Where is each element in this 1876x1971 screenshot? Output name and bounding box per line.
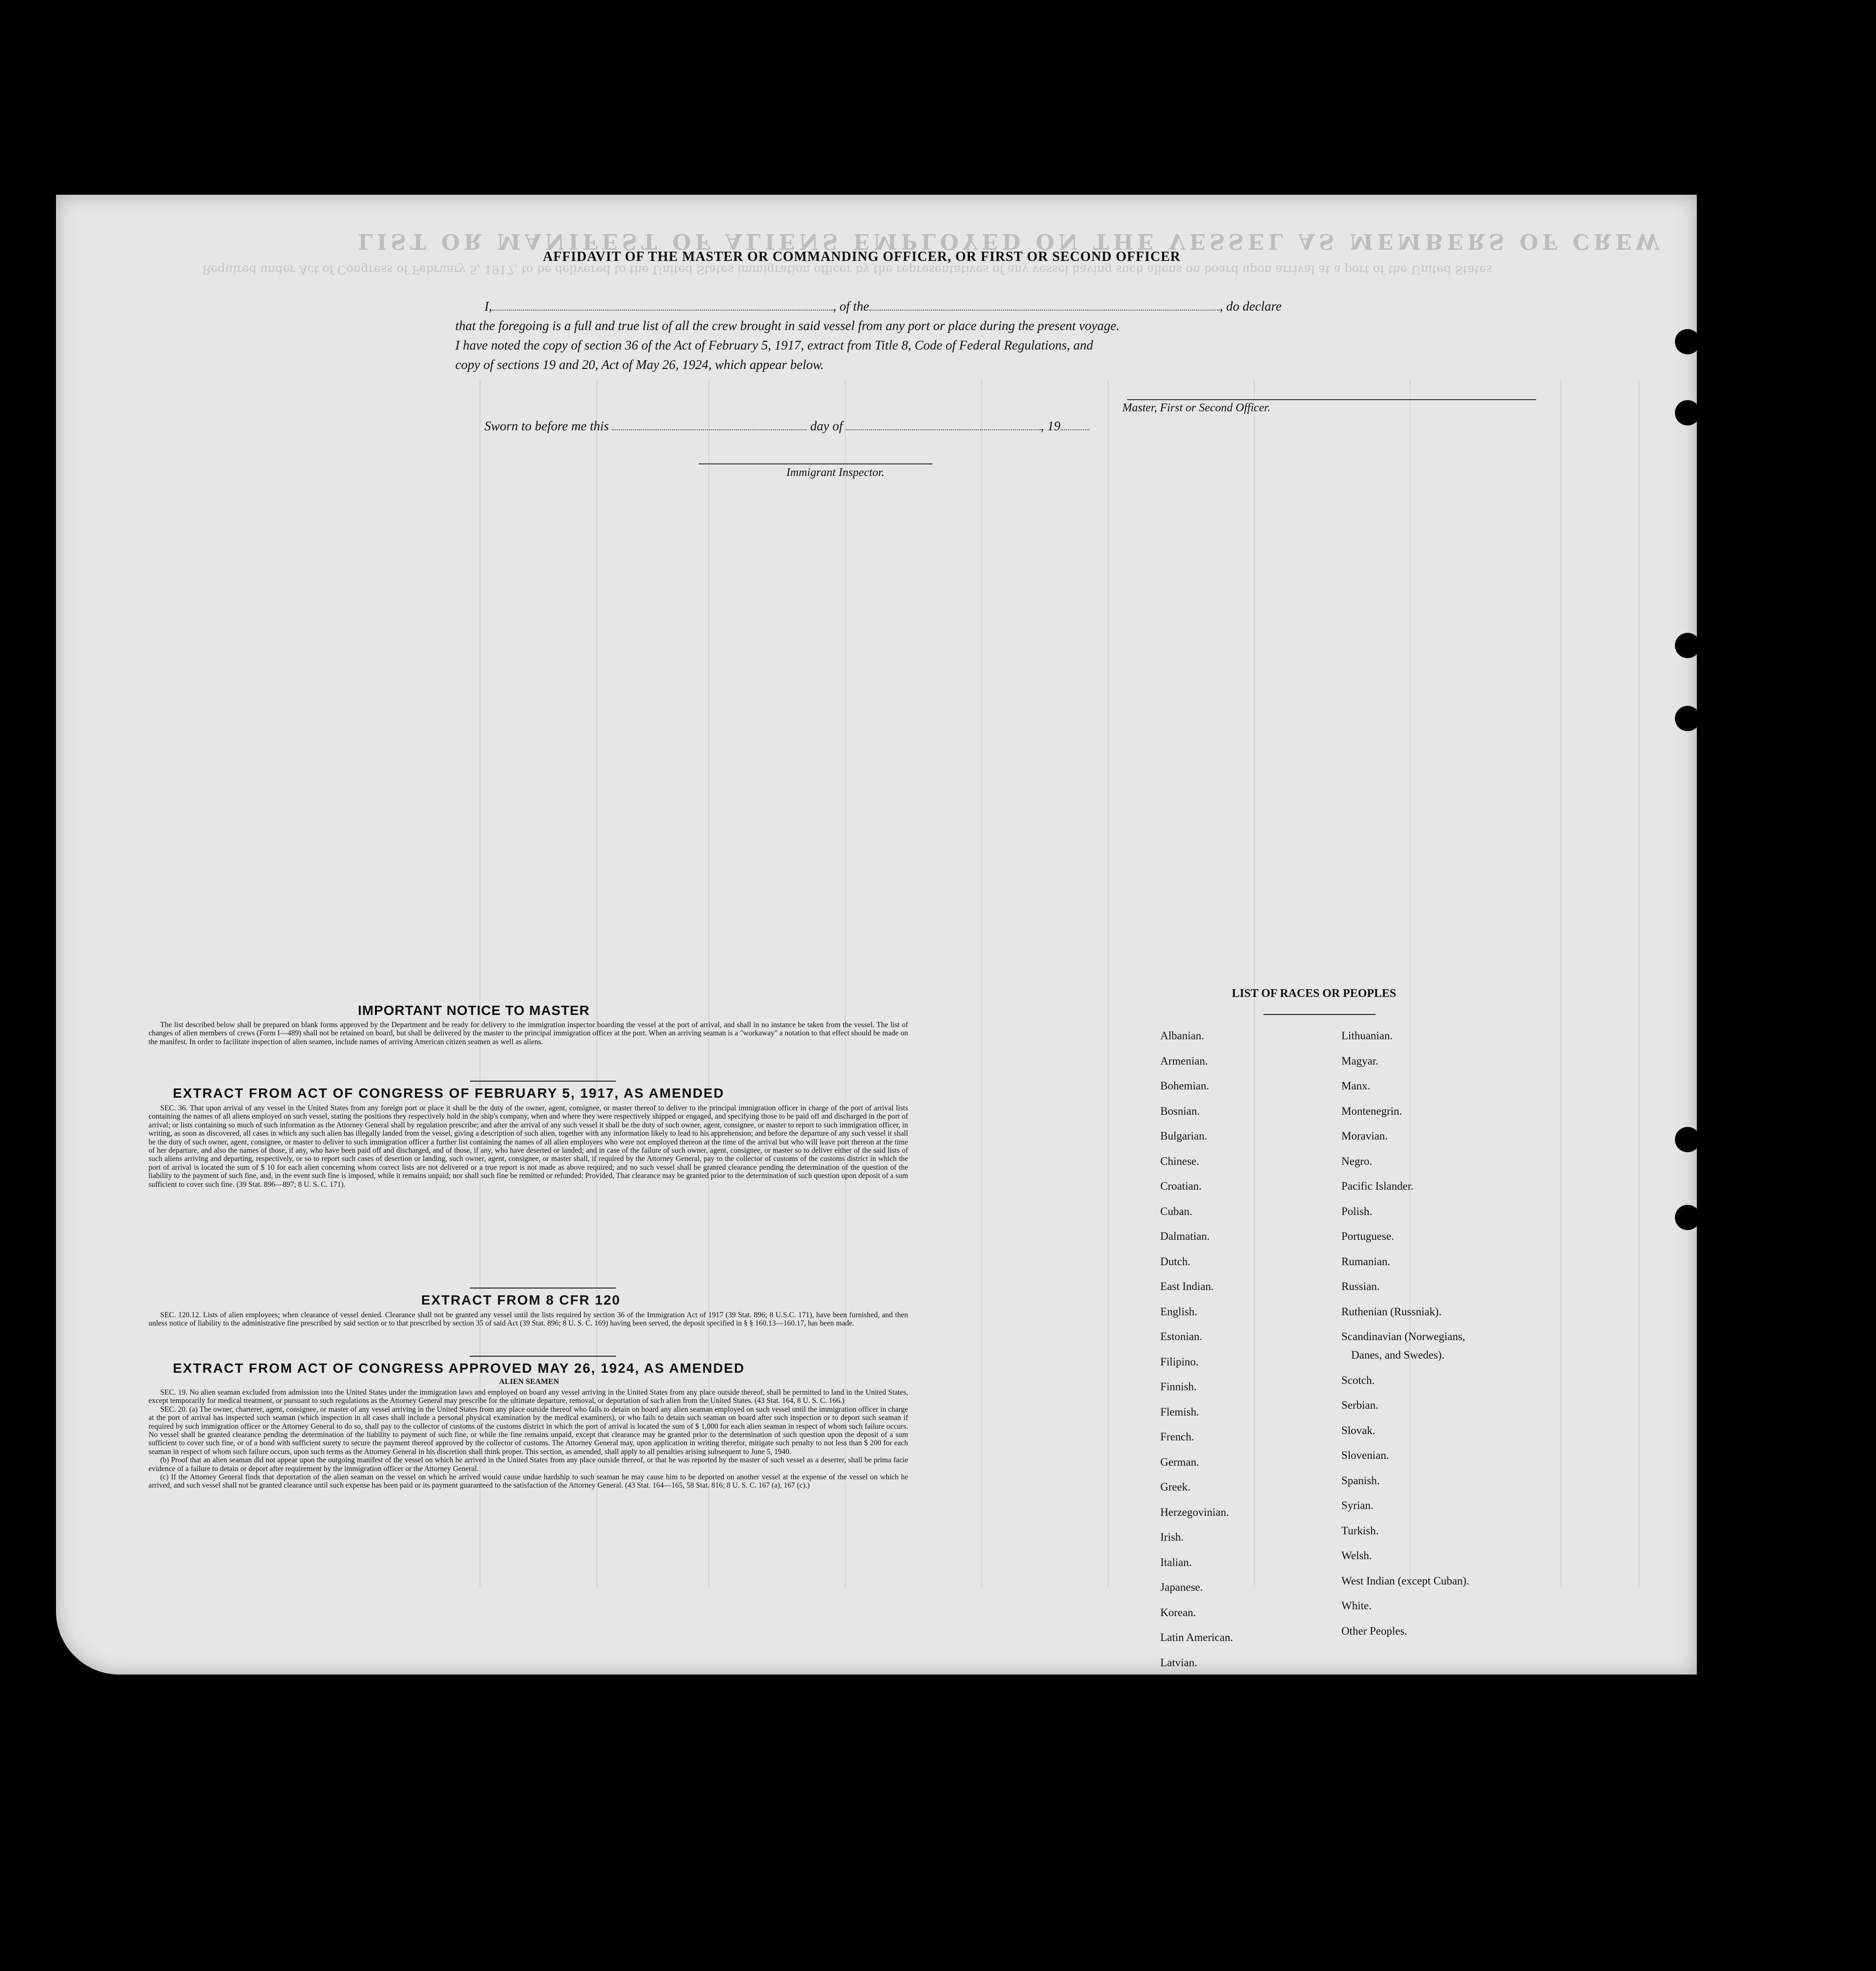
alien-seamen-subtitle: ALIEN SEAMEN [499,1378,559,1386]
extract-1917-text [149,1104,908,1189]
affidavit-declaration-line [484,299,1282,314]
race-item: Slovak. [1341,1424,1375,1437]
race-item: Irish. [1160,1531,1184,1543]
race-item: Magyar. [1341,1054,1379,1067]
manifest-page [56,195,1697,1675]
faint-column-rule [1108,380,1109,1587]
notice-paragraph: The list described below shall be prepared on blank forms approved by the Department and be ready for delivery to the immigration inspector boarding the vessel at the port of arrival, and shall in no instance be taken from the vessel. The list of changes of alien members of crews (Form I—489) shall not be retained on board, but shall be delivered by the master to the principal immigration officer at the port. When an arriving seaman is a "workaway" a notation to that effect should be made on the manifest. In order to facilitate inspection of alien seamen, include names of arriving American citizen seamen as well as aliens. [149,1021,908,1046]
race-item: Turkish. [1341,1524,1379,1537]
sec120-paragraph: SEC. 120.12. Lists of alien employees; when clearance of vessel denied. Clearance shall not be granted any vessel until the lists required by section 36 of the Immigration Act of 1917 (39 Stat. 896; 8 U.S.C. 171), have been furnished, and then unless notice of liability to the administrative fine prescribed by said section or to that prescribed by section 35 of said Act (39 Stat. 896; 8 U. S. C. 169) having been served, the deposit specified in § § 160.13—160.17, has been made. [149,1311,908,1328]
vessel-blank [869,309,1220,311]
race-item: Welsh. [1341,1549,1372,1562]
binder-hole [1675,706,1700,731]
race-item: Russian. [1341,1280,1380,1292]
notice-text [149,1021,908,1046]
race-item: Manx. [1341,1080,1371,1092]
race-item: Lithuanian. [1341,1030,1393,1042]
binder-hole [1675,329,1700,354]
extract-1917-title: EXTRACT FROM ACT OF CONGRESS OF FEBRUARY 5, 1917, AS AMENDED [173,1086,724,1101]
race-item: Montenegrin. [1341,1105,1402,1117]
race-item: Negro. [1341,1155,1373,1167]
race-item: Finnish. [1160,1381,1197,1393]
race-item: Bosnian. [1160,1105,1200,1117]
master-signature-line [1127,399,1536,400]
year-blank [1060,429,1090,430]
race-item: Pacific Islander. [1341,1180,1414,1192]
race-item: Chinese. [1160,1155,1199,1167]
master-label: Master, First or Second Officer. [1122,402,1270,414]
inspector-label: Immigrant Inspector. [786,466,885,479]
sec20c-paragraph: (c) If the Attorney General finds that deportation of the alien seaman on the vessel on which he arrived would cause undue hardship to such seaman he may cause him to be deported on another vessel at the expense of the vessel on which he arrived, and such vessel shall not be granted clearance until such expense has been paid or its payment guaranteed to the satisfaction of the Attorney General. (43 Stat. 164—165, 58 Stat. 816; 8 U. S. C. 167 (a), 167 (c).) [149,1473,908,1490]
race-item: Filipino. [1160,1355,1199,1368]
name-blank [492,309,833,311]
race-item: Bohemian. [1160,1080,1209,1092]
race-item: Moravian. [1341,1130,1388,1142]
faint-column-rule [1410,380,1411,1587]
race-item: Dutch. [1160,1255,1190,1268]
extract-1924-text [149,1388,908,1490]
faint-column-rule [1254,380,1255,1587]
races-title: LIST OF RACES OR PEOPLES [1232,987,1396,1000]
faint-column-rule [1560,380,1561,1587]
race-item: Dalmatian. [1160,1230,1210,1242]
race-item: White. [1341,1600,1372,1612]
extract-1924-title: EXTRACT FROM ACT OF CONGRESS APPROVED MAY 26, 1924, AS AMENDED [173,1361,745,1376]
sworn-year: , 19 [1040,419,1060,433]
binder-hole [1675,400,1700,425]
race-item: Scandinavian (Norwegians, [1341,1330,1466,1343]
race-item: Portuguese. [1341,1230,1394,1242]
races-divider [1263,1014,1375,1015]
sec19-paragraph: SEC. 19. No alien seaman excluded from admission into the United States under the immigration laws and employed on board any vessel arriving in the United States from any place outside thereof, shall be permitted to land in the United States, except temporarily for medical treatment, or pursuant to such regulations as the Attorney General may prescribe for the ultimate departure, removal, or deportation of such alien from the United States. (43 Stat. 164, 8 U. S. C. 166.) [149,1388,908,1405]
inspector-signature-line [699,463,932,464]
binder-hole [1675,1127,1700,1152]
bleed-through-text: Required under Act of Congress of February 5, 1917, to be delivered to the United States immigration officer by the representatives of any vessel having such aliens on board upon arrival at a port of the United States [202,263,1492,276]
race-item: Ruthenian (Russniak). [1341,1305,1442,1318]
race-item: East Indian. [1160,1280,1214,1292]
sworn-day: day of [810,419,843,433]
affidavit-title: AFFIDAVIT OF THE MASTER OR COMMANDING OFFICER, OR FIRST OR SECOND OFFICER [543,249,1181,264]
race-item: Rumanian. [1341,1255,1391,1268]
race-item: Scotch. [1341,1374,1375,1386]
sec36-paragraph: SEC. 36. That upon arrival of any vessel in the United States from any foreign port or place it shall be the duty of the owner, agent, consignee, or master thereof to deliver to the principal immigration officer in charge of the port of arrival lists containing the names of all aliens employed on such vessel, stating the positions they respectively hold in the ship's company, when and where they were respectively shipped or engaged, and specifying those to be paid off and discharged in the port of arrival; or lists containing so much of such information as the Attorney General shall by regulation prescribe; and after the arrival of any such vessel it shall be the duty of such owner, agent, consignee, or master to report to such immigration officer, in writing, as soon as discovered, all cases in which any such alien has illegally landed from the vessel, giving a description of such alien, together with any information likely to lead to his apprehension; and before the departure of any such vessel it shall be the duty of such owner, agent, consignee, or master to deliver to such immigration officer a further list containing the names of all alien employees who were not employed thereon at the time of the arrival but who will leave port thereon at the time of her departure, and also the names of those, if any, who have been paid off and discharged, and of those, if any, who have deserted or landed; and in case of the failure of such owner, agent, consignee, or master so to deliver either of the said lists of such aliens arriving and departing, respectively, or so to report such cases of desertion or landing, such owner, agent, consignee, or master shall, if required by the Attorney General, pay to the collector of customs of the customs district in which the port of arrival is located the sum of $ 10 for each alien concerning whom correct lists are not delivered or a true report is not made as above required; and no such vessel shall be granted clearance pending the determination of the question of the liability to the payment of such fine, and, in the event such fine is imposed, while it remains unpaid; nor shall such fine be remitted or refunded: Provided, That clearance may be granted prior to the determination of such question upon deposit of a sum sufficient to cover such fine. (39 Stat. 896—897; 8 U. S. C. 171). [149,1104,908,1189]
race-item: Croatian. [1160,1180,1202,1192]
race-item: Latvian. [1160,1656,1197,1669]
affidavit-line1-start: I, [484,299,492,313]
month-blank [846,429,1041,430]
bleed-through-title: LIST OR MANIFEST OF ALIENS EMPLOYED ON THE VESSEL AS MEMBERS OF CREW [358,229,1664,254]
divider [470,1356,616,1357]
race-item: Slovenian. [1341,1449,1389,1461]
race-item: Armenian. [1160,1054,1208,1067]
race-item: Flemish. [1160,1405,1199,1418]
sec20b-paragraph: (b) Proof that an alien seaman did not appear upon the outgoing manifest of the vessel on which he arrived in the United States from any place outside thereof, or that he was reported by the master of such vessel as a deserter, shall be prima facie evidence of a failure to detain or deport after requirement by the immigration officer or the Attorney General. [149,1456,908,1473]
race-item: Herzegovinian. [1160,1506,1229,1518]
divider [470,1081,616,1082]
race-item: English. [1160,1305,1198,1318]
extract-cfr-title: EXTRACT FROM 8 CFR 120 [421,1292,621,1308]
race-item: Polish. [1341,1205,1373,1217]
race-item: Syrian. [1341,1499,1374,1511]
sworn-line [484,419,1090,434]
race-item: Spanish. [1341,1474,1380,1487]
binder-hole [1675,1205,1700,1230]
affidavit-line4: copy of sections 19 and 20, Act of May 26, 1924, which appear below. [455,357,824,372]
race-item: Danes, and Swedes). [1351,1349,1445,1361]
race-item: Other Peoples. [1341,1624,1408,1637]
race-item: Greek. [1160,1481,1190,1493]
sworn-start: Sworn to before me this [484,419,609,433]
race-item: Albanian. [1160,1030,1205,1042]
affidavit-line1-mid: , of the [833,299,869,313]
affidavit-line1-end: , do declare [1220,299,1282,313]
sec20a-paragraph: SEC. 20. (a) The owner, charterer, agent, consignee, or master of any vessel arriving in the United States from any place outside thereof who fails to detain on board any alien seaman employed on such vessel until the immigration officer in charge at the port of arrival has inspected such seaman (which inspection in all cases shall include a personal physical examination by the medical examiners), or who fails to detain such seaman on board after such inspection or to deport such seaman if required by such immigration officer or the Attorney General to do so, shall pay to the collector of customs of the customs district in which the port of arrival is located the sum of $ 1,000 for each alien seaman in respect of whom such failure occurs. No vessel shall be granted clearance pending the determination of the liability to payment of such fine, or while the fine remains unpaid, except that clearance may be granted prior to the determination of such question upon the deposit of a sum sufficient to cover such fine, or of a bond with sufficient surety to secure the payment thereof approved by the collector of customs. The Attorney General may, upon application in writing therefor, mitigate such penalty to not less than $ 200 for each seaman in respect of whom such failure occurs, upon such terms as the Attorney General in his discretion shall think proper. This section, as amended, shall apply to all penalties arising subsequent to June 5, 1940. [149,1405,908,1456]
binder-hole [1675,633,1700,658]
race-item: West Indian (except Cuban). [1341,1574,1469,1587]
faint-column-rule [1638,380,1639,1587]
race-item: French. [1160,1431,1194,1443]
divider [470,1288,616,1289]
race-item: Bulgarian. [1160,1130,1207,1142]
race-item: Korean. [1160,1606,1196,1619]
race-item: German. [1160,1455,1199,1468]
extract-cfr-text [149,1311,908,1328]
faint-column-rule [981,380,982,1587]
race-item: Serbian. [1341,1399,1379,1411]
affidavit-line3: I have noted the copy of section 36 of the Act of February 5, 1917, extract from Title 8, Code of Federal Regulations, and [455,338,1094,352]
race-item: Japanese. [1160,1581,1203,1593]
notice-title: IMPORTANT NOTICE TO MASTER [358,1003,590,1018]
race-item: Italian. [1160,1556,1192,1568]
day-blank [612,429,807,430]
race-item: Cuban. [1160,1205,1192,1217]
race-item: Latin American. [1160,1631,1233,1643]
affidavit-line2: that the foregoing is a full and true list of all the crew brought in said vessel from any port or place during the present voyage. [455,318,1120,333]
race-item: Estonian. [1160,1330,1203,1343]
